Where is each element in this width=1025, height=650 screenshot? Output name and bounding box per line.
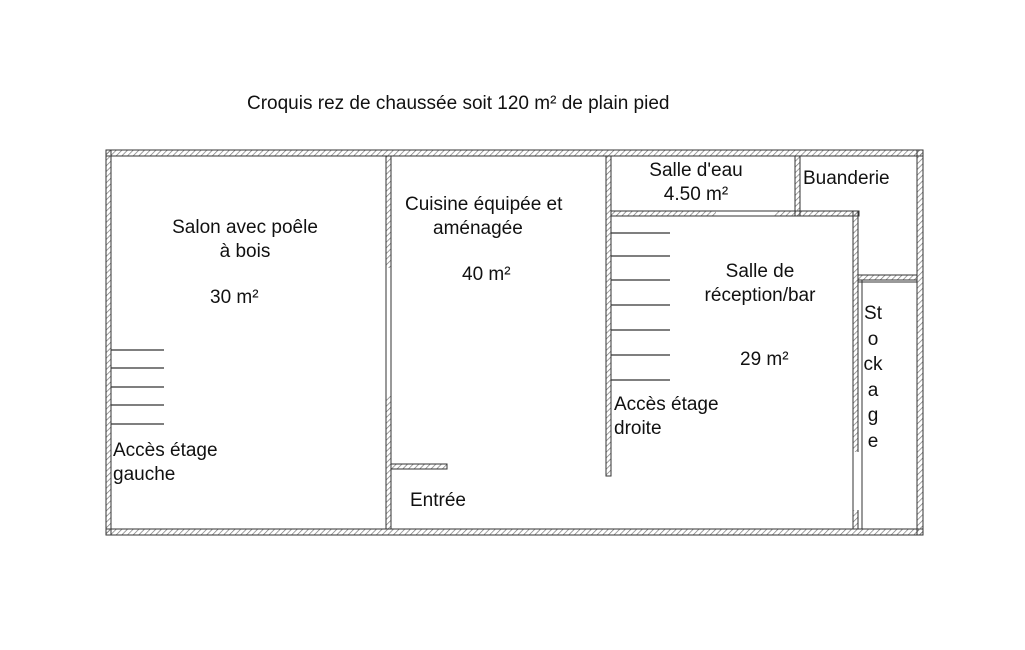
stairs-left-label [113,439,218,487]
door-gap-stockage [851,452,860,510]
room-salle-eau [630,159,762,207]
room-buanderie-name: Buanderie [803,168,890,189]
door-gap-salle-eau [716,209,774,218]
room-salon-name-line1: Salon avec poêle [172,217,318,238]
room-cuisine-name-line1: Cuisine équipée et [405,194,563,215]
plan-title: Croquis rez de chaussée soit 120 m² de plain pied [247,93,670,114]
room-salon-name [150,216,340,264]
room-salle-eau-area: 4.50 m² [663,184,729,205]
room-cuisine-name-line2: aménagée [433,218,523,239]
stairs-right-label-line1: Accès étage [614,394,719,415]
wall-bottom [106,529,923,535]
wall-salle-eau-buanderie [795,156,800,216]
room-entree-name: Entrée [410,490,466,511]
wall-cuisine-reception [606,156,611,476]
wall-top [106,150,923,156]
stairs-left [111,350,164,424]
door-gap-salon-cuisine [384,268,393,396]
stairs-left-label-line1: Accès étage [113,440,218,461]
room-cuisine-area: 40 m² [462,264,511,285]
room-reception-name [690,260,830,308]
room-stockage-name: Stockage [863,303,883,452]
stairs-right [611,233,670,380]
wall-buanderie-bottom [858,275,917,280]
door-marks [384,209,860,510]
room-reception-name-line1: Salle de [725,261,795,282]
room-reception-area: 29 m² [740,349,789,370]
wall-entree-stub [391,464,447,469]
room-salle-eau-name: Salle d'eau [649,160,743,181]
room-reception-name-line2: réception/bar [704,285,816,306]
stairs-right-label [614,393,719,441]
wall-right [917,150,923,535]
room-salon-name-line2: à bois [219,241,271,262]
stairs-left-label-line2: gauche [113,464,176,485]
wall-left [106,150,111,535]
stairs-right-label-line2: droite [614,418,662,439]
room-salon-area: 30 m² [210,287,259,308]
